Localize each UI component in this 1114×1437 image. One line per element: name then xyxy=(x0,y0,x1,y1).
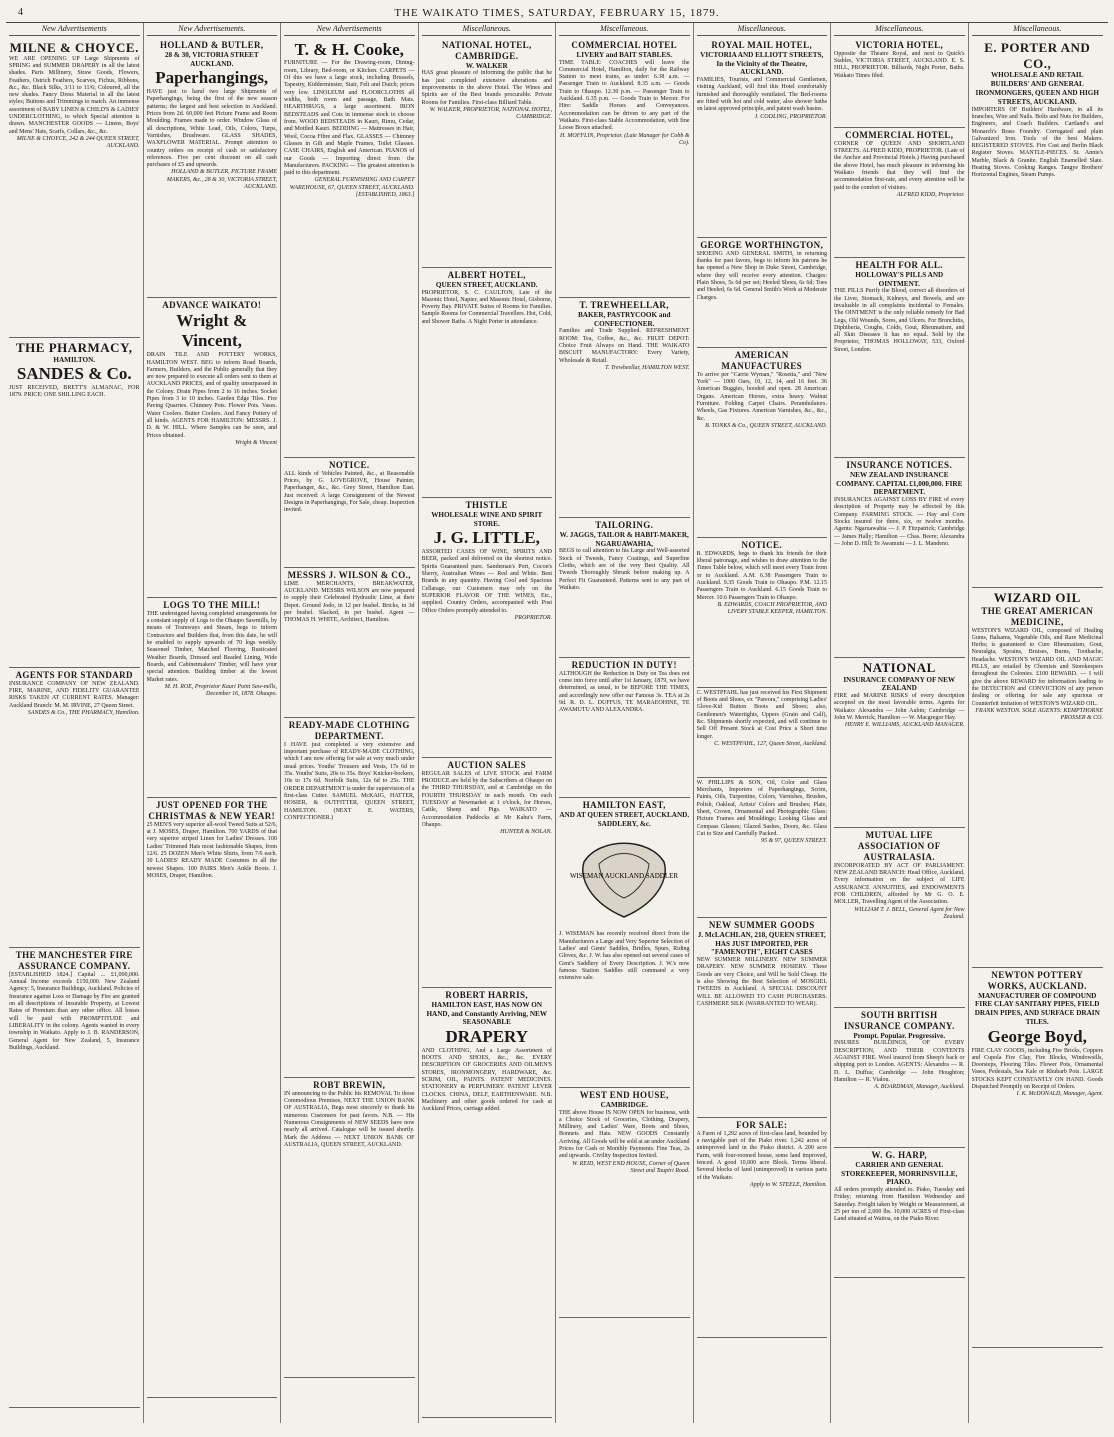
ad-body-text: A Farm of 1,292 acres of first-class land, bounded by a navigable part of the Piako river. 1,242 acres of unimproved land in the Piako district. A 200 acre Farm, with four-roomed house, some land improved, fenced. A good 10,000 acre Block. Terms liberal. Several blocks of land (unimproved) in various parts of the Waikato. xyxy=(696,1130,827,1181)
column-header: Miscellaneous. xyxy=(422,23,553,36)
ad-heading: ROBERT HARRIS, xyxy=(445,989,529,1000)
ad-body-text: ALTHOUGH the Reduction in Duty on Tea does not come into force until after 1st January, 1879, we have determined, as usual, to be BEFORE THE TIMES, and accordingly now offer our Famous 3s. TEA at 2s 9d. R. D. L. DUFFUS, TE MARAEOHINE, TE AWAMUTU AND ALEXANDRA. xyxy=(559,670,690,714)
ad-heading: HEALTH FOR ALL. xyxy=(855,259,943,270)
ad-signature: HENRY E. WILLIAMS, AUCKLAND MANAGER. xyxy=(844,722,965,729)
ad-signature: GENERAL FURNISHING AND CARPET WAREHOUSE, 67, QUEEN STREET, AUCKLAND. [ESTABLISHED, 1863.] xyxy=(289,177,415,199)
advertisement xyxy=(834,1148,965,1278)
ad-body-text: FURNITURE — For the Drawing-room, Dining-room, Library, Bed-room, or Kitchen. CARPETS — Of this we have a large stock, including Brussels, Tapestry, Kidderminster, Stair, Felt and Dutch; prices very low. LINOLEUM and FLOORCLOTHS all widths, both room and passage, Bath Mats. HEARTHRUGS, a large assortment. IRON BEDSTEADS and Cots in immense stock to choose from. WOOD BEDSTEADS in Kauri, Rimu, Cedar, and Mottled Kauri. BEDDING — Mattresses in Hair, Wool, Cocoa Fibre and Flax. GLASSES — Chimney Glasses in Gilt and Maple Frames, Toilet Glasses. CASE CHAIRS, English and American. PIANOS of our Goods — Importing direct from the Manufacturers. PACKING — The greatest attention is paid to this department. xyxy=(284,60,415,177)
ad-heading: T. TREWHEELLAR, xyxy=(579,299,669,310)
page-folio: 4 xyxy=(18,7,24,18)
column-3 xyxy=(281,23,419,1423)
ad-heading: COMMERCIAL HOTEL, xyxy=(845,129,954,140)
ad-heading: W. G. HARP, xyxy=(871,1149,927,1160)
ad-signature: 95 & 97, QUEEN STREET. xyxy=(761,838,827,845)
ad-body-text: INCORPORATED BY ACT OF PARLIAMENT. NEW ZEALAND BRANCH: Head Office, Auckland. Every information on the subject of LIFE ASSURANCE ANNUITIES, and ENDOWMENTS FOR CHILDREN, afforded by Mr G. O. E. MOLLER, Travelling Agent of the Association. xyxy=(834,862,965,906)
ad-display-line: DRAPERY xyxy=(445,1027,528,1047)
ad-body-text: 25 MEN'S very superior all-wool Tweed Suits at 52/6, at J. MOSES, Draper, Hamilton. 700 YARDS of that very superior striped Linen for Ladies' Dresses. 100 Ladies' Trimmed Hats most fashionable Shapes, from 12/6. 25 DOZEN Men's White Shirts, from 7/6 each. 30 LADIES' READY MADE Costumes in all the newest Shapes. 100 PAIRS Men's Ankle Boots. J. MOSES, Draper, Hamilton. xyxy=(146,821,277,879)
advertisement xyxy=(697,238,828,348)
ad-display-line: Wright & Vincent, xyxy=(176,310,248,351)
ad-signature: ALFRED KIDD, Proprietor. xyxy=(896,191,965,198)
ad-body-text: FIRE and MARINE RISKS of every description accepted on the most favorable terms. Agents for Waikato: Alexandra — John Aubin; Cambridge — John W. Merrick; Hamilton — W. Macgregor Hay. xyxy=(834,693,965,722)
advertisement xyxy=(834,1008,965,1148)
ad-display-line: T. & H. Cooke, xyxy=(294,39,404,59)
ad-body-text: BEGS to call attention to his Large and Well-assorted Stock of Tweeds, Fancy Coatings, and Superfine Cloths, which are of the very Best Quality. All Tweeds Thoroughly Shrunk before making up. A Perfect Fit Guaranteed. Patterns sent to any part of Waikato. xyxy=(559,548,690,591)
advertisement xyxy=(422,988,553,1418)
advertisement xyxy=(284,458,415,568)
ad-body-text: THE above House IS NOW OPEN for business, with a Choice Stock of Groceries, Clothing, Drapery, Millinery, and Ladies' Ware, Boots and Shoes, Bonnets and Hats. NEW GOODS Constantly Arriving. All Goods will be sold at an under Auckland Prices for Cash or Monthly Payments. Fine Teas, 2s and upwards. Civility Inspection Invited. xyxy=(559,1109,690,1160)
ad-heading: TAILORING. xyxy=(595,519,654,530)
advertisement xyxy=(422,758,553,988)
ad-signature: W. WALKER, PROPRIETOR, NATIONAL HOTEL, CAMBRIDGE. xyxy=(429,107,552,121)
column-4 xyxy=(419,23,557,1423)
ad-heading: LOGS TO THE MILL! xyxy=(163,599,261,610)
advertisement xyxy=(834,458,965,658)
ad-heading: FOR SALE: xyxy=(736,1119,788,1130)
ad-body-text: PROPRIETOR, S. C. CAULTON, Late of the Masonic Hotel, Napier, and Masonic Hotel, Gisborne, Poverty Bay. PRIVATE Suites of Rooms for Families. Sample Rooms for Commercial Travellers. Hot, Cold, and Shower Baths. A Night Porter in attendance. xyxy=(421,289,552,325)
advertisement xyxy=(147,598,278,798)
ad-body-text: INSURANCES AGAINST LOSS BY FIRE of every description of Property may be effected by this Company. FARMING STOCK. — Hay and Corn Stocks insured for three, six, or twelve months. Agents: Ngaruawahia — J. P. Fitzpatrick; Cambridge — James Hally; Hamilton — Chas. Beere; Alexandra — John D. Hill; Te Awamutu — J. L. Mandeno. xyxy=(834,497,965,547)
ad-body-text: HAVE just to hand two large Shipments of Paperhangings, being the first of the new season patterns; the largest and best selection in Auckland. Prices from 2d. 60,000 feet Picture Frame and Room Moulding. Frames made to order. Window Glass of all descriptions, White Lead, Oils, Colors, Turps, Varnishes, Brushware. GLASS SHADES, WAXFLOWER MATERIAL. Prompt attention to country orders on receipt of cash or satisfactory references. Five per cent discount on all cash purchases of £5 and upwards. xyxy=(146,89,277,169)
ad-body-text: WESTON'S WIZARD OIL, composed of Healing Gums, Balsams, Vegetable Oils, and Rare Medicinal Herbs; is guaranteed to Cure Rheumatism, Gout, Neuralgia, Sprains, Bruises, Burns, Toothache, Headache. WESTON'S WIZARD OIL AND MAGIC PILLS, are retailed by Chemists and Storekeepers throughout the Colonies. £100 REWARD. — I will give the above REWARD for information leading to the DETECTION and CONVICTION of any person dealing or offering for sale any spurious or Counterfeit imitation of WESTON'S WIZARD OIL. xyxy=(971,627,1103,707)
ad-heading: HAMILTON EAST, xyxy=(582,799,666,810)
ad-display-line: Paperhangings, xyxy=(155,68,269,88)
advertisement xyxy=(834,38,965,128)
ad-heading: COMMERCIAL HOTEL xyxy=(571,39,678,50)
ad-signature: T. Trewheellar, HAMILTON WEST. xyxy=(605,364,690,371)
advertisement xyxy=(559,798,690,1088)
ad-subheading: CARRIER AND GENERAL STOREKEEPER, MORRINSVILLE, PIAKO. xyxy=(841,1160,958,1187)
ad-body-text: TIME TABLE: COACHES will leave the Commercial Hotel, Hamilton, daily for the Railway Station to meet trains, as under: 6.38 a.m. — Passenger Train to Auckland. 8.35 a.m. — Goods Train to Ohaupo. 12.30 p.m. — Passenger Train to Auckland. 6.35 p.m. — Goods Train to Mercer. For Hire: Saddle Horses and Conveyances. Accommodation can be driven to any part of the Waikato. First-class Stable Accommodation, with fine Loose Boxes attached. xyxy=(559,59,690,132)
ad-headline: NATIONAL xyxy=(862,659,936,675)
ad-subheading: LIVERY and BAIT STABLES. xyxy=(576,50,672,59)
advertisement xyxy=(559,658,690,798)
ad-body-text: NEW SUMMER MILLINERY. NEW SUMMER DRAPERY. NEW SUMMER HOSIERY. These Goods are very Choice, and Will be Sold Cheap. He is also Showing the Best Selection of MOSGIEL TWEEDS in Auckland. A SPECIAL DISCOUNT WILL BE ALLOWED TO CASH PURCHASERS. CASHMERE SILK (WARRANTED TO WEAR). xyxy=(696,957,827,1007)
ad-subheading: W. JAGGS, TAILOR & HABIT-MAKER, NGARUAWAHIA, xyxy=(559,530,689,548)
ad-heading: THE GREAT AMERICAN MEDICINE, xyxy=(981,605,1094,627)
column-8 xyxy=(969,23,1107,1423)
ad-body-text: INSURES BUILDINGS, OF EVERY DESCRIPTION, AND THEIR CONTENTS AGAINST FIRE. Wool insured from Sheep's back or shipping port to London. AGENTS: Alexandra — R. D. L. Duffus; Cambridge — John Houghton; Hamilton — R. Vialou. xyxy=(834,1040,965,1084)
ad-subheading: Prompt. Popular. Progressive. xyxy=(853,1031,946,1040)
ad-heading: SOUTH BRITISH INSURANCE COMPANY. xyxy=(843,1009,955,1031)
ad-body-text: I HAVE just completed a very extensive and important purchase of READY-MADE CLOTHING, which I am now offering for sale at very much under usual prices. Youths' Trousers and Vests, 17s 6d to 35s. Youths' Suits, 20s to 35s. Boys' Knicker-bockers, 10s to 17s 6d. Norfolk Suits, 12s 6d to 25s. THE ORDER DEPARTMENT is under the supervision of a first-class Cutter. SAMUEL McKAIG, HATTER, HOSIER, & OUTFITTER, QUEEN STREET, HAMILTON. (NEXT E. WATERS, CONFECTIONER.) xyxy=(284,741,415,821)
ad-signature: HOLLAND & BUTLER, PICTURE FRAME MAKERS, &c., 28 & 30, VICTORIA STREET, AUCKLAND. xyxy=(166,169,277,191)
column-7 xyxy=(831,23,969,1423)
ad-body-text: REGULAR SALES of LIVE STOCK and FARM PRODUCE are held by the Subscribers at Ohaupo on the THIRD THURSDAY, and at Cambridge on the FOURTH THURSDAY in each month. On each TUESDAY at Newmarket at 1 o'clock, for Horses, Cattle, Sheep and Pigs. WAIKATO — Accommodation Paddocks at Mr Kahu's Farm, Ohaupo. xyxy=(421,770,552,828)
ad-heading: ROBT BREWIN, xyxy=(313,1079,386,1090)
advertisement xyxy=(559,38,690,298)
ad-body-text: FAMILIES, Tourists, and Commercial Gentlemen, visiting Auckland, will find this Hotel comfortably furnished and thoroughly ventilated. The Bed-rooms are fitted with hot and cold water, also shower baths on latest approved principle, and patent wash basins. xyxy=(696,77,827,113)
ad-signature: SANDES & Co., THE PHARMACY, Hamilton. xyxy=(27,709,140,716)
ad-heading: MUTUAL LIFE ASSOCIATION OF AUSTRALASIA. xyxy=(857,829,941,862)
ad-heading: NATIONAL HOTEL, CAMBRIDGE. xyxy=(441,39,532,61)
column-header: New Advertisements xyxy=(9,23,140,36)
column-header: Miscellaneous. xyxy=(972,23,1104,36)
advertisement xyxy=(697,348,828,538)
ad-body-text: SHOEING AND GENERAL SMITH, in returning thanks for past favors, begs to inform his patrons he has opened a New Shop in Duke Street, Cambridge, where they will receive every attention. Charges: Plain Shoes, 5s 6d per set; Heeled Shoes, 6s 6d; Toes and Heeled, 6s 6d. General Smith's Work at Moderate Charges. xyxy=(696,250,827,301)
ad-subheading: MANUFACTURER OF COMPOUND FIRE CLAY SANITARY PIPES, FIELD DRAIN PIPES, AND SURFACE DRAIN TILES. xyxy=(974,991,1100,1027)
ad-subheading: J. McLACHLAN, 218, QUEEN STREET, HAS JUST IMPORTED, PER "FAMENOTH", EIGHT CASES xyxy=(697,930,826,957)
column-header: New Advertisements xyxy=(284,23,415,36)
ad-signature: J. CODLING, PROPRIETOR. xyxy=(754,113,827,120)
advertisement xyxy=(9,948,140,1408)
advertisement xyxy=(697,1118,828,1338)
ad-signature: M. H. ROE, Proprietor Kauri Point Saw-mills, December 16, 1878. Ohaupo. xyxy=(164,683,277,698)
ad-body-text: AND CLOTHING, And a Large Assortment of BOOTS AND SHOES, &c., &c. EVERY DESCRIPTION OF GROCERIES AND OILMEN'S STORES, IRONMONGERY, HARDWARE, &c. SCRIM, OIL, PAINTS. PATENT MEDICINES. STATIONERY & PERFUMERY. PATENT LEVER CLOCKS. CHINA, DELF, EARTHENWARE. N.B. Machinery and other goods ordered for cash at Auckland Prices, carriage added. xyxy=(421,1047,552,1113)
advertisement xyxy=(422,268,553,498)
ad-heading: INSURANCE NOTICES. xyxy=(846,459,953,470)
ad-heading: GEORGE WORTHINGTON, xyxy=(700,239,824,250)
advertisement xyxy=(559,298,690,518)
ad-signature: A. BOARDMAN, Manager, Auckland. xyxy=(874,1084,965,1091)
ad-subheading: NEW ZEALAND INSURANCE COMPANY. CAPITAL £1,000,000. FIRE DEPARTMENT. xyxy=(836,470,963,497)
ad-body-text: HAS great pleasure of informing the public that he has just completed extensive alterations and improvements in the above Hotel. The Wines and Spirits are of the Best brands procurable. Private Rooms for Families. First-class Billiard Table. xyxy=(421,70,552,106)
ad-subheading: HAMILTON EAST, HAS NOW ON HAND, and Constantly Arriving, NEW SEASONABLE xyxy=(426,1000,548,1027)
column-header: Miscellaneous. xyxy=(559,23,690,36)
ad-body-text: C. WESTPFAHL has just received his First Shipment of Boots and Shoes, ex "Pareora," comprising Ladies' Glove-Kid Button Boots and Shoes; also, Gentlemen's Watertights, Uppers (Grain and Calf), &c. Shipments shortly expected, and will continue to Sell Off Present Stock at Cost Price a Short time longer. xyxy=(696,689,827,740)
advertisement xyxy=(972,38,1104,588)
columns-container xyxy=(6,23,1108,1423)
advertisement xyxy=(697,38,828,238)
ad-heading: VICTORIA HOTEL, xyxy=(855,39,944,50)
ad-heading: AMERICAN MANUFACTURES xyxy=(721,349,803,371)
ad-subheading: AND AT QUEEN STREET, AUCKLAND. SADDLERY, &c. xyxy=(559,810,690,828)
advertisement xyxy=(972,588,1104,968)
saddle-illustration xyxy=(569,832,679,927)
advertisement xyxy=(834,258,965,458)
ad-subheading: INSURANCE COMPANY OF NEW ZEALAND xyxy=(843,675,956,693)
masthead xyxy=(6,4,1108,23)
ad-signature: HUNTER & NOLAN. xyxy=(500,829,552,836)
ad-heading: AUCTION SALES xyxy=(447,759,526,770)
ad-signature: B. EDWARDS, COACH PROPRIETOR, AND LIVERY STABLE KEEPER, HAMILTON. xyxy=(717,601,827,616)
ad-heading: HOLLAND & BUTLER, xyxy=(159,39,264,50)
ad-body-text: To arrive per "Carrie Wyman," "Rosetta," and "New York" — 1000 Oars, 10, 12, 14, and 16 feet. 36 American Buggies, hooded and open. 28 American Organs. American Horses, extra heavy. Walnut Furniture. Folding Carpet Chairs. Peramhulators. Wheels, Gas Fixtures. American Varnishes, &c., &c., &c. xyxy=(696,371,827,422)
advertisement xyxy=(147,798,278,1398)
ad-heading: THE MANCHESTER FIRE ASSURANCE COMPANY. xyxy=(15,949,133,971)
ad-body-text: ASSORTED CASES OF WINE, SPIRITS AND BEER, packed and delivered on the shortest notice. Spirits Guaranteed pure. Sandeman's Port, Cocon's Sherry, Australian Wines — Red and White. Best Brands in any quantity. Having Cool and Spacious Cellarage, our Customers may rely on the SUPERIOR FLAVOR OF THE WINES, Etc., supplied. Country Orders, accompanied with Post Office Orders promptly attended to. xyxy=(421,549,552,614)
advertisement xyxy=(697,538,828,688)
advertisement xyxy=(697,918,828,1118)
advertisement xyxy=(284,568,415,718)
ad-body-text: J. WISEMAN has recently received direct from the Manufacturers a Large and Very Superior Selection of Ladies' and Gents' Saddles, Bridles, Spurs, Riding Gloves, &c. J. W. has also opened out several cases of Gent's Saddlery of Every Description. J. W.'s now famous Station Saddles still command a very extensive sale. xyxy=(559,931,690,982)
ad-subheading: CAMBRIDGE. xyxy=(600,1100,648,1109)
ad-display-line: J. G. LITTLE, xyxy=(433,528,540,548)
ad-signature: MILNE & CHOYCE, 242 & 244 QUEEN STREET, AUCKLAND. xyxy=(16,136,140,150)
ad-body-text: THE PILLS Purify the Blood, correct all disorders of the Liver, Stomach, Kidneys, and Bowels, and are invaluable in all complaints incidental to Females. The OINTMENT is the only reliable remedy for Bad Legs, Old Wounds, Sores, and Ulcers. For Bronchitis, Diphtheria, Coughs, Colds, Gout, Rheumatism, and all Skin Diseases it has no equal. Sold by the Proprietor, THOMAS HOLLOWAY, 533, Oxford Street, London. xyxy=(834,288,965,353)
ad-heading: NOTICE. xyxy=(328,459,370,470)
ad-heading: MESSRS J. WILSON & CO., xyxy=(287,569,411,580)
ad-subheading: HOLLOWAY'S PILLS AND OINTMENT. xyxy=(855,270,944,288)
ad-heading: NEW SUMMER GOODS xyxy=(708,919,815,930)
advertisement xyxy=(972,968,1104,1348)
ad-body-text: Opposite the Theatre Royal, and next to Quick's Stables, VICTORIA STREET, AUCKLAND. E. S. HILL, PROPRIETOR. Billiards, Night Porter, Baths. Waikato Times filed. xyxy=(834,50,965,79)
ad-heading: ROYAL MAIL HOTEL, xyxy=(711,39,813,50)
advertisement xyxy=(9,38,140,338)
advertisement xyxy=(559,1088,690,1318)
ad-headline: THE PHARMACY, xyxy=(15,339,133,355)
ad-subheading: BAKER, PASTRYCOOK and CONFECTIONER. xyxy=(578,310,671,328)
ad-subheading: VICTORIA AND ELLIOTT STREETS, In the Vicinity of the Theatre, AUCKLAND. xyxy=(700,50,824,77)
ad-heading: WEST END HOUSE, xyxy=(579,1089,669,1100)
ad-signature: WILLIAM T. J. BELL, General Agent for New Zealand. xyxy=(854,906,965,920)
ad-body-text: [ESTABLISHED 1824.] Capital ... £1,000,000. Annual Income exceeds £150,000. New Zealand Agency: 5, Insurance Buildings, Auckland. Policies of Insurance against Loss or Damage by Fire are granted on all descriptions of Insurable Property, at Lowest Rates of Premium than any other office. All losses will be paid with PROMPTITUDE and LIBERALITY in the colony. Agents wanted in every township in Waikato. Apply to J. B. RANDERSON, General Agent for New Zealand, 5, Insurance Buildings, Auckland. xyxy=(9,971,140,1051)
ad-body-text: W. PHILLIPS & SON, Oil, Color and Glass Merchants, Importers of Paperhangings, Scrim, Paints, Oils, Turpentine, Colors, Varnishes, Brushes, Polish, Oakleaf, Artists' Colors and Brushes; Plate, Sheet, Crown, Ornamental and Photographic Glass; Picture Frames and Mouldings; Looking Glass and Compass Glasses; Glazed Sashes, Doors, &c. Glass Cut to Size and Carefully Packed. xyxy=(696,779,827,837)
advertisement xyxy=(9,668,140,948)
column-5 xyxy=(556,23,694,1423)
advertisement xyxy=(697,688,828,778)
column-2 xyxy=(144,23,282,1423)
ad-heading: REDUCTION IN DUTY! xyxy=(571,659,677,670)
advertisement xyxy=(834,658,965,828)
ad-body-text: IMPORTERS OF Builders' Hardware, in all its branches, Wire and Nails. Bolts and Nuts for Builders, Engineers, and Coach Builders. Cartland's and Monarch's Brass Foundry. Corrugated and plain Galvanized Iron. Tools of the best Makers. REGISTERED STOVES. Fire Cast and Berlin Black Register Stoves. MANTLE-PIECES. St. Annie's Marble, Black & Granite. English Enamelled Slate. Heating Stoves. Cooking Ranges. Tangye Brothers' Horizontal Engines, Steam Pumps. xyxy=(971,106,1103,179)
ad-signature: W. REID, WEST END HOUSE, Corner of Queen Street and Taupiri Road. xyxy=(572,1160,690,1174)
ad-display-line: SANDES & Co. xyxy=(16,364,132,384)
masthead-title: THE WAIKATO TIMES, SATURDAY, FEBRUARY 15, 1879. xyxy=(394,7,720,19)
advertisement xyxy=(284,38,415,458)
ad-signature: H. MOFFLIN, Proprietor. (Late Manager for Cobb & Co). xyxy=(560,132,690,146)
advertisement xyxy=(284,1078,415,1378)
advertisement xyxy=(147,38,278,298)
column-header: New Advertisements. xyxy=(147,23,278,36)
column-header: Miscellaneous. xyxy=(834,23,965,36)
advertisement xyxy=(422,38,553,268)
ad-signature: FRANK WESTON. SOLE AGENTS: KEMPTHORNE PROSSER & CO. xyxy=(975,707,1103,722)
ad-body-text: THE undersigned having completed arrangements for a constant supply of Logs to the Ohaupo Sawmills, by means of Tramways and Steam, begs to inform Contractors and Builders that, from this date, he will be enabled to supply upwards of 70 logs weekly. Seasoned Timber, Matched Flooring, Rusticated Weather Boards, Dressed and Beaded Lining, Wide Boards, and Cabinetmakers' Timber, will have your special attention. Building timber at the lowest Market rates. xyxy=(146,610,277,683)
ad-body-text: ALL kinds of Vehicles Painted, &c., at Reasonable Prices, by G. LOVEGROVE, House Painter, Paperhanger, &c., &c. Grey Street, Hamilton East. Just received: A large Consignment of the Newest Designs in Paperhangings, For Sale, cheap. Inspection invited. xyxy=(284,470,415,514)
ad-body-text: All orders promptly attended to. Piako, Tuesday and Friday; returning from Hamilton Wednesday and Saturday. Freight taken by Weight or Measurement, at 25 per ton of 2,000 lbs. 10,000 ACRES of First-class Land situated at Waitoa, on the Piako River. xyxy=(834,1187,965,1223)
advertisement xyxy=(284,718,415,1078)
ad-signature: PROPRIETOR. xyxy=(514,614,552,621)
ad-body-text: B. EDWARDS, begs to thank his friends for their liberal patronage, and wishes to draw attention to the Times Table below, which will meet every Train from or to Auckland. A.M. 6.38 Passengers Train to Auckland. 9.35 Goods Train to Ohaupo. P.M. 12.15 Passengers Train to Auckland. 6.15 Goods Train to Mercer. 10.6 Passengers Train to Ohaupo. xyxy=(696,550,827,601)
ad-signature: Wright & Vincent xyxy=(235,439,277,446)
ad-body-text: DRAIN TILE AND POTTERY WORKS, HAMILTON WEST. BEG to inform Road Boards, Farmers, Builders, and the Public generally that they are now prepared to execute all orders sent to them at AUCKLAND PRICES, and of quality unsurpassed in the Colony. Drain Pipes from 2 to 16 inches. Socket Pipes from 3 to 10 inches. Garden Edge Tiles. Fire Paving Quarries. Chimney Pots. Flower Pots. Vases. Water Coolers. Butter Coolers. And Fancy Pottery of all kinds. AGENTS FOR HAMILTON: MESSRS. J. D. & W. HILL. Where Samples can be seen, and Prices obtained. xyxy=(146,352,277,439)
ad-body-text: WE ARE OPENING UP Large Shipments of SPRING and SUMMER DRAPERY in all the latest shades. Paris Millinery, Straw Goods, Flowers, Feathers, Ostrich Feathers, Scarves, Fichus, Ribbons, &c., &c. Black Silks, 3/11 to 11/6; Coloured, all the new shades. Fancy Dress Material in all the latest styles; Buttons and Trimmings to match. An immense assortment of BABY LINEN & CHILD'S & LADIES' UNDERCLOTHING, to which Special attention is drawn. MANCHESTER GOODS — Linens, Boys' and Mens' Hats, Scarfs, Collars, &c., &c. xyxy=(9,55,140,135)
ad-heading: ALBERT HOTEL, xyxy=(447,269,526,280)
ad-subheading: HAMILTON. xyxy=(53,355,96,364)
ad-headline: MILNE & CHOYCE. xyxy=(9,39,139,55)
ad-signature: C. WESTPFAHL, 127, Queen Street, Auckland. xyxy=(714,740,827,747)
ad-subheading: WHOLESALE WINE AND SPIRIT STORE. xyxy=(431,510,543,528)
ad-body-text: CORNER OF QUEEN AND SHORTLAND STREETS. ALFRED KIDD, PROPRIETOR. (Late of the Anchor and Provincial Hotels.) Having purchased the above Hotel, has much pleasure in informing his Waikato friends that they will find the accommodation first-rate, and every attention will be paid to the comfort of visitors. xyxy=(834,140,965,191)
column-header: Miscellaneous. xyxy=(697,23,828,36)
advertisement xyxy=(422,498,553,758)
ad-subheading: QUEEN STREET, AUCKLAND. xyxy=(435,280,538,289)
ad-display-line: George Boyd, xyxy=(987,1026,1087,1046)
advertisement xyxy=(697,778,828,918)
ad-heading: JUST OPENED FOR THE CHRISTMAS & NEW YEAR! xyxy=(148,799,276,821)
ad-body-text: Families and Trade Supplied. REFRESHMENT ROOM: Tea, Coffee, &c., &c. FRUIT DEPOT: Choice Fruit Always on Hand. THE WAIKATO BISCUIT MANUFACTORY: Every Variety, Wholesale & Retail. xyxy=(559,328,690,364)
ad-heading: AGENTS FOR STANDARD xyxy=(15,669,133,680)
ad-subheading: WHOLESALE AND RETAIL BUILDERS' AND GENERAL IRONMONGERS, QUEEN AND HIGH STREETS, AUCKLAND. xyxy=(975,71,1099,106)
ad-signature: B. TONKS & Co., QUEEN STREET, AUCKLAND. xyxy=(705,422,827,429)
ad-body-text: INSURANCE COMPANY OF NEW ZEALAND. FIRE, MARINE, AND FIDELITY GUARANTEE RISKS TAKEN AT CURRENT RATES. Manager: Auckland Branch: M. M. IRVINE, 27 Queen Street. xyxy=(9,680,140,709)
ad-subheading: 28 & 30, VICTORIA STREET AUCKLAND. xyxy=(164,50,259,68)
ad-body-text: FIRE CLAY GOODS, including Fire Bricks, Coppers and Cupola Fire Clay, Fire Blocks, Windowsills, Doorsteps, Flooring Tiles. Flower Pots, Ornamental Vases, Pedestals, Sea Kale or Rhubarb Pots. LARGE STOCKS KEPT CONSTANTLY ON HAND. Goods Dispatched Promptly on Receipt of Orders. xyxy=(971,1047,1103,1091)
advertisement xyxy=(559,518,690,658)
ad-heading: THISTLE xyxy=(465,499,508,510)
ad-subheading: W. WALKER xyxy=(465,61,508,70)
column-1 xyxy=(6,23,144,1423)
advertisement xyxy=(834,828,965,1008)
ad-heading: NOTICE. xyxy=(741,539,783,550)
ad-headline: WIZARD OIL xyxy=(993,589,1081,605)
advertisement xyxy=(147,298,278,598)
ad-body-text: IN announcing to the Public his REMOVAL To those Commodious Premises, NEXT THE UNION BANK OF AUSTRALIA, Begs most sincerely to thank his numerous Customers for past favors. N.B. — His Numerous Consignments of NEW SEEDS have now nearly all arrived. Catalogue will be issued shortly. Mark the Address — NEXT UNION BANK OF AUSTRALIA, QUEEN STREET, AUCKLAND. xyxy=(284,1090,415,1148)
ad-signature: I. K. McDONALD, Manager, Agent. xyxy=(1016,1091,1103,1098)
column-6 xyxy=(694,23,832,1423)
ad-heading: READY-MADE CLOTHING DEPARTMENT. xyxy=(288,719,410,741)
ad-signature: Apply to W. STEELE, Hamilton. xyxy=(750,1181,827,1188)
advertisement xyxy=(9,338,140,668)
ad-headline: E. PORTER AND CO., xyxy=(984,39,1091,71)
ad-heading: ADVANCE WAIKATO! xyxy=(162,299,262,310)
ad-body-text: JUST RECEIVED, BRETT'S ALMANAC, FOR 1879. PRICE: ONE SHILLING EACH. xyxy=(9,385,140,399)
saddle-engraving: WISEMAN AUCKLAND SADDLER xyxy=(570,872,679,881)
ad-body-text: LIME MERCHANTS, BREAKWATER, AUCKLAND. MESSRS WILSON are now prepared to supply their Celebrated Hydraulic Lime, at their Depot. Ground Jodo, in 12 per bushel. Bricks, in 3d per bushel. Slacked, in per bushel. Agent — THOMAS H. WHITE, Architect, Hamilton. xyxy=(284,580,415,624)
advertisement xyxy=(834,128,965,258)
ad-heading: NEWTON POTTERY WORKS, AUCKLAND. xyxy=(987,969,1087,991)
